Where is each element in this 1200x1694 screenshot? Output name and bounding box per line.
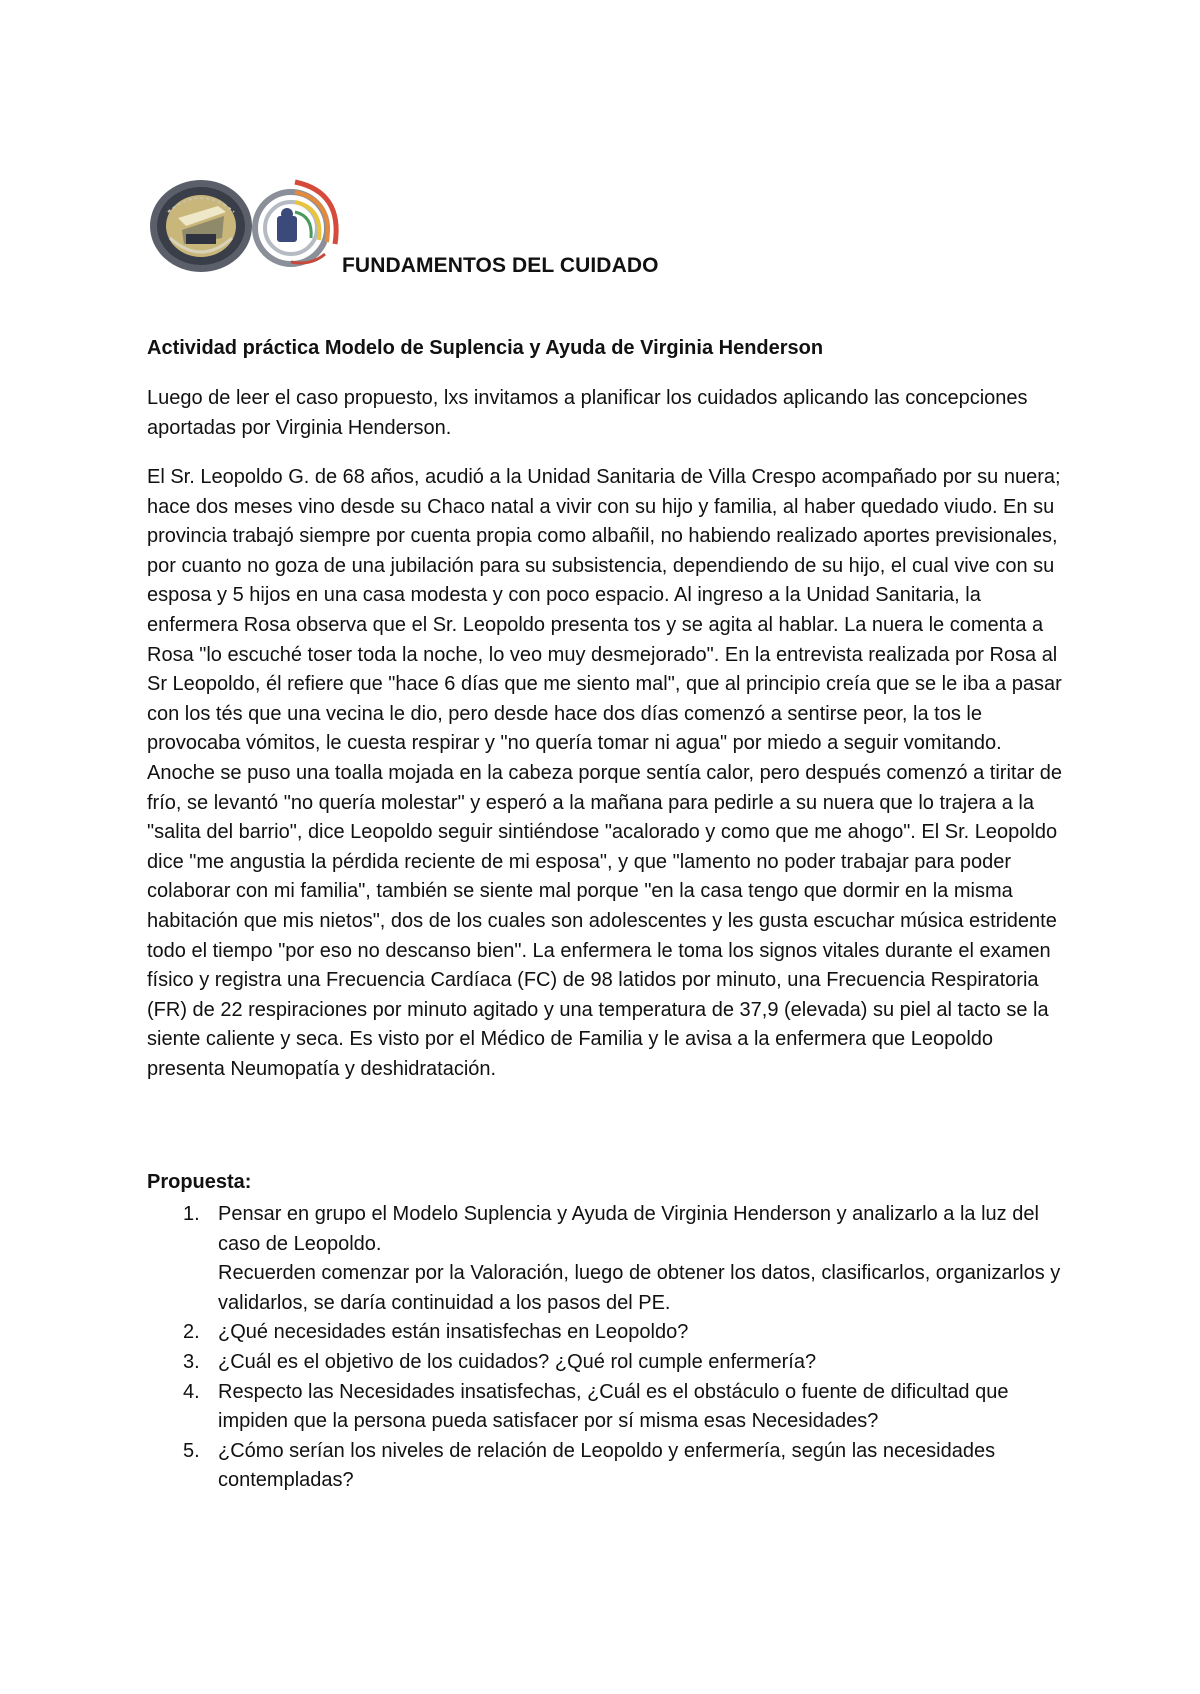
list-item-note: Recuerden comenzar por la Valoración, luego de obtener los datos, clasificarlos, organizarlos y validarlos, se daría continuidad a los pasos del PE.	[218, 1262, 1061, 1314]
list-item-number: 3.	[183, 1350, 200, 1373]
list-item	[147, 1200, 1067, 1318]
document-title: FUNDAMENTOS DEL CUIDADO	[342, 254, 659, 277]
list-item	[147, 1318, 1067, 1348]
list-item-number: 5.	[183, 1439, 200, 1462]
list-item	[147, 1378, 1067, 1437]
list-item-number: 2.	[183, 1321, 200, 1344]
case-paragraph: El Sr. Leopoldo G. de 68 años, acudió a la Unidad Sanitaria de Villa Crespo acompañado por su nuera; hace dos meses vino desde su Chaco natal a vivir con su hijo y familia, al haber quedado viudo. En su provincia trabajó siempre por cuenta propia como albañil, no habiendo realizado aportes previsionales, por cuanto no goza de una jubilación para su subsistencia, dependiendo de su hijo, el cual vive con su esposa y 5 hijos en una casa modesta y con poco espacio. Al ingreso a la Unidad Sanitaria, la enfermera Rosa observa que el Sr. Leopoldo presenta tos y se agita al hablar. La nuera le comenta a Rosa "lo escuché toser toda la noche, lo veo muy desmejorado". En la entrevista realizada por Rosa al Sr Leopoldo, él refiere que "hace 6 días que me siento mal", que al principio creía que se le iba a pasar con los tés que una vecina le dio, pero desde hace dos días comenzó a sentirse peor, la tos le provocaba vómitos, le cuesta respirar y "no quería tomar ni agua" por miedo a seguir vomitando. Anoche se puso una toalla mojada en la cabeza porque sentía calor, pero después comenzó a tiritar de frío, se levantó "no quería molestar" y esperó a la mañana para pedirle a su nuera que lo trajera a la "salita del barrio", dice Leopoldo seguir sintiéndose "acalorado y como que me ahogo". El Sr. Leopoldo dice "me angustia la pérdida reciente de mi esposa", y que "lamento no poder trabajar para poder colaborar con mi familia", también se siente mal porque "en la casa tengo que dormir en la misma habitación que mis nietos", dos de los cuales son adolescentes y les gusta escuchar música estridente todo el tiempo "por eso no descanso bien". La enfermera le toma los signos vitales durante el examen físico y registra una Frecuencia Cardíaca (FC) de 98 latidos por minuto, una Frecuencia Respiratoria (FR) de 22 respiraciones por minuto agitado y una temperatura de 37,9 (elevada) su piel al tacto se la siente caliente y seca. Es visto por el Médico de Familia y le avisa a la enfermera que Leopoldo presenta Neumopatía y deshidratación.	[147, 466, 1063, 1080]
list-item-text: Respecto las Necesidades insatisfechas, ¿Cuál es el obstáculo o fuente de dificultad que impiden que la persona pueda satisfacer por sí misma esas Necesidades?	[218, 1380, 1009, 1433]
header-logos	[148, 170, 348, 280]
list-item-number: 1.	[183, 1203, 200, 1225]
emblem-icon	[251, 170, 345, 274]
list-item-text: ¿Cómo serían los niveles de relación de Leopoldo y enfermería, según las necesidades contempladas?	[218, 1439, 996, 1492]
list-item-number: 4.	[183, 1380, 200, 1403]
list-item-text: ¿Cuál es el objetivo de los cuidados? ¿Qué rol cumple enfermería?	[218, 1350, 817, 1373]
list-item	[147, 1348, 1067, 1378]
activity-subtitle: Actividad práctica Modelo de Suplencia y Ayuda de Virginia Henderson	[147, 337, 824, 359]
list-item	[147, 1437, 1067, 1496]
proposal-list	[147, 1200, 1067, 1496]
intro-paragraph: Luego de leer el caso propuesto, lxs invitamos a planificar los cuidados aplicando las concepciones aportadas por Virginia Henderson.	[147, 387, 1028, 439]
seal-icon	[148, 178, 254, 274]
list-item-text: ¿Qué necesidades están insatisfechas en Leopoldo?	[218, 1321, 689, 1344]
proposal-heading: Propuesta:	[147, 1171, 252, 1193]
list-item-text: Pensar en grupo el Modelo Suplencia y Ayuda de Virginia Henderson y analizarlo a la luz del caso de Leopoldo.	[218, 1203, 1039, 1255]
